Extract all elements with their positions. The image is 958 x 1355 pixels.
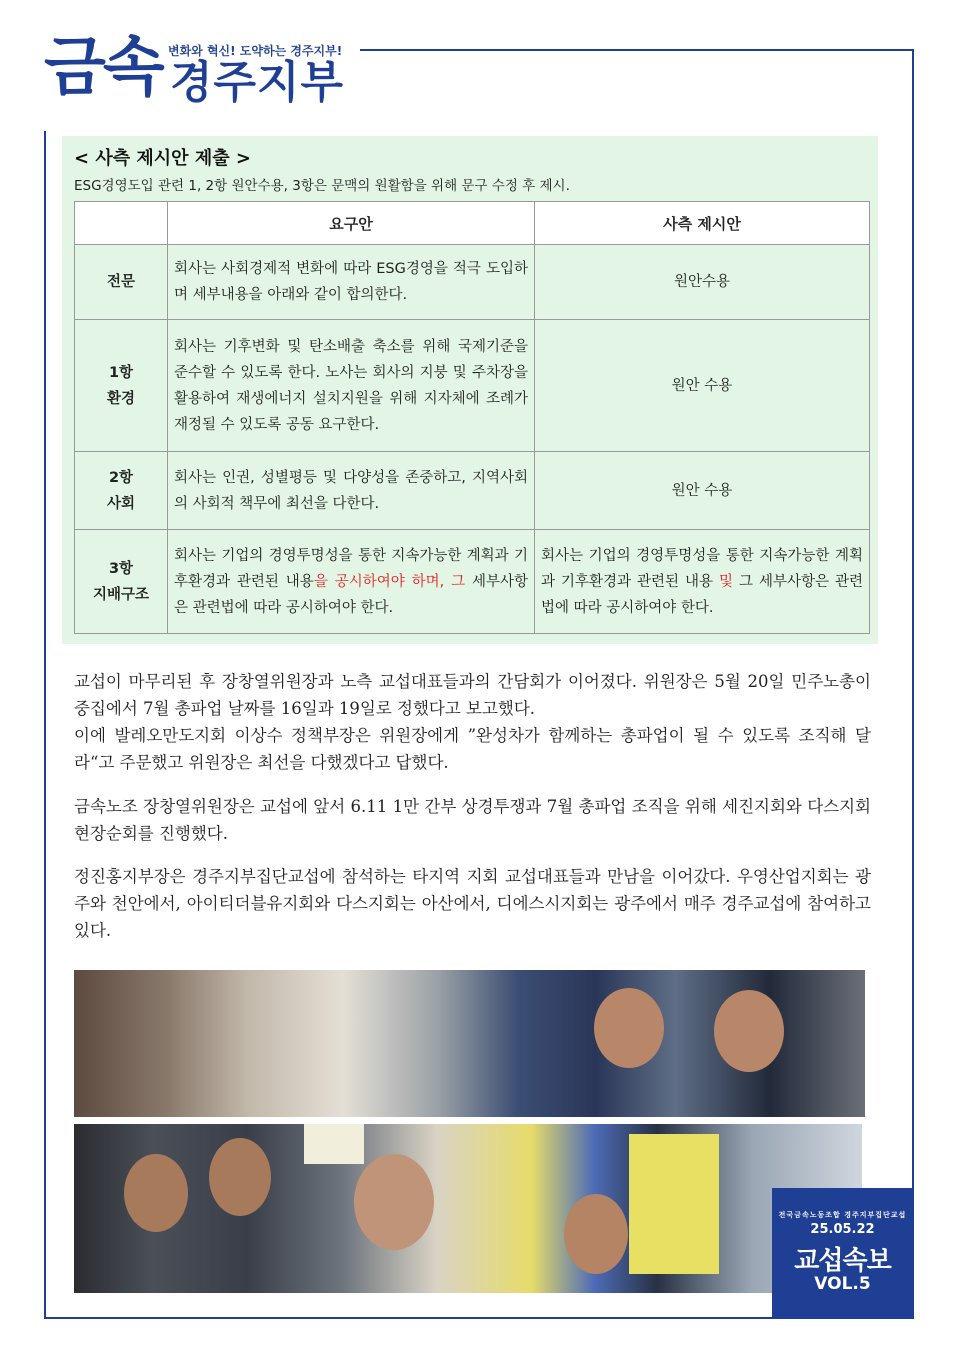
row-head	[75, 245, 168, 320]
row-head-label: 지배구조	[92, 586, 150, 603]
logo-slogan: 변화와 혁신! 도약하는 경주지부!	[168, 44, 343, 58]
reply-cell: 원안수용	[535, 245, 870, 320]
article-sentence: 이에 발레오만도지회 이상수 정책부장은 위원장에게 ”완성차가 함께하는 총파업이 될 수 있도록 조직해 달라“고 주문했고 위원장은 최선을 다했겠다고 답했다.	[74, 726, 871, 772]
row-head-label: 환경	[106, 390, 135, 407]
table-row	[75, 320, 870, 452]
protest-sign	[629, 1134, 719, 1274]
badge-title: 교섭속보	[794, 1246, 891, 1276]
row-head-label: 사회	[106, 495, 135, 512]
frame-top-line	[360, 49, 913, 51]
badge-date: 25.05.22	[810, 1222, 875, 1237]
reply-cell	[535, 530, 870, 634]
demand-cell: 회사는 사회경제적 변화에 따라 ESG경영을 적극 도입하며 세부내용을 아래와 같이 합의한다.	[168, 245, 535, 320]
article-paragraph: 금속노조 장창열위원장은 교섭에 앞서 6.11 1만 간부 상경투쟁과 7월 총파업 조직을 위해 세진지회와 다스지회 현장순회를 진행했다.	[74, 797, 871, 843]
article-paragraph: 정진홍지부장은 경주지부집단교섭에 참석하는 타지역 지회 교섭대표들과 만남을 이어갔다. 우영산업지회는 광주와 천안에서, 아이티더블유지회와 다스지회는 아산에서, 디에스시지회는 광주에서 매주 경주교섭에 참여하고 있다.	[74, 867, 871, 940]
article-sentence: 교섭이 마무리된 후 장창열위원장과 노측 교섭대표들과의 간담회가 이어졌다. 위원장은 5월 20일 민주노총이 중집에서 7월 총파업 날짜를 16일과 19일로 정했다고 보고했다.	[74, 672, 871, 718]
frame-right-line	[912, 49, 914, 1319]
row-head-label: 1항	[108, 364, 134, 381]
row-head-label: 3항	[108, 560, 134, 577]
demand-emphasis: 을 공시하여야 하며, 그	[313, 573, 466, 590]
table-row	[75, 452, 870, 530]
person-head	[594, 988, 664, 1068]
bulletin-badge	[772, 1188, 913, 1319]
badge-org-text: 전국금속노동조합 경주지부집단교섭	[778, 1211, 907, 1219]
column-header-demand: 요구안	[168, 202, 535, 245]
reply-cell: 원안 수용	[535, 452, 870, 530]
table-header-row	[75, 202, 870, 245]
badge-volume: VOL.5	[814, 1274, 871, 1294]
demand-cell: 회사는 기후변화 및 탄소배출 축소를 위해 국제기준을 준수할 수 있도록 한다. 노사는 회사의 지붕 및 주차장을 활용하여 재생에너지 설치지원을 위해 지자체에 조례가 재정될 수 있도록 공동 요구한다.	[168, 320, 535, 452]
rally-photo-top	[74, 970, 865, 1117]
reply-cell: 원안 수용	[535, 320, 870, 452]
reply-text: 회사는 기업의 경영투명성을 통한 지속가능한 계획과 기후환경과 관련된 내용	[541, 547, 863, 590]
frame-left-line	[44, 131, 46, 1319]
rally-photo-bottom	[74, 1124, 862, 1293]
person-head	[124, 1154, 188, 1232]
person-head	[354, 1154, 434, 1250]
demand-cell: 회사는 인권, 성별평등 및 다양성을 존중하고, 지역사회의 사회적 책무에 최선을 다한다.	[168, 452, 535, 530]
demand-text: 세부사항은 관련법에 따라 공시하여야 한다.	[174, 573, 529, 616]
row-head	[75, 452, 168, 530]
reply-emphasis: 및	[719, 573, 734, 590]
row-head-label: 전문	[106, 274, 135, 290]
proposal-note: ESG경영도입 관련 1, 2항 원안수용, 3항은 문맥의 원활함을 위해 문구 수정 후 제시.	[74, 178, 570, 194]
logo-sub-text: 경주지부	[170, 57, 345, 108]
row-head	[75, 320, 168, 452]
row-head	[75, 530, 168, 634]
column-header-empty	[75, 202, 168, 245]
person-head	[564, 1194, 628, 1274]
table-row	[75, 530, 870, 634]
demand-cell	[168, 530, 535, 634]
protest-sign	[304, 1124, 364, 1164]
demand-text: 회사는 기업의 경영투명성을 통한 지속가능한 계획과 기후환경과 관련된 내용	[174, 547, 528, 590]
reply-text: 그 세부사항은 관련법에 따라 공시하여야 한다.	[541, 573, 864, 616]
logo-main-text: 금속	[44, 31, 162, 105]
article-paragraph	[74, 668, 871, 776]
proposal-title: < 사측 제시안 제출 >	[74, 148, 251, 169]
table-row	[75, 245, 870, 320]
proposal-table	[74, 201, 870, 634]
person-head	[209, 1138, 271, 1216]
person-head	[714, 990, 784, 1072]
row-head-label: 2항	[108, 469, 134, 486]
column-header-reply: 사측 제시안	[535, 202, 870, 245]
